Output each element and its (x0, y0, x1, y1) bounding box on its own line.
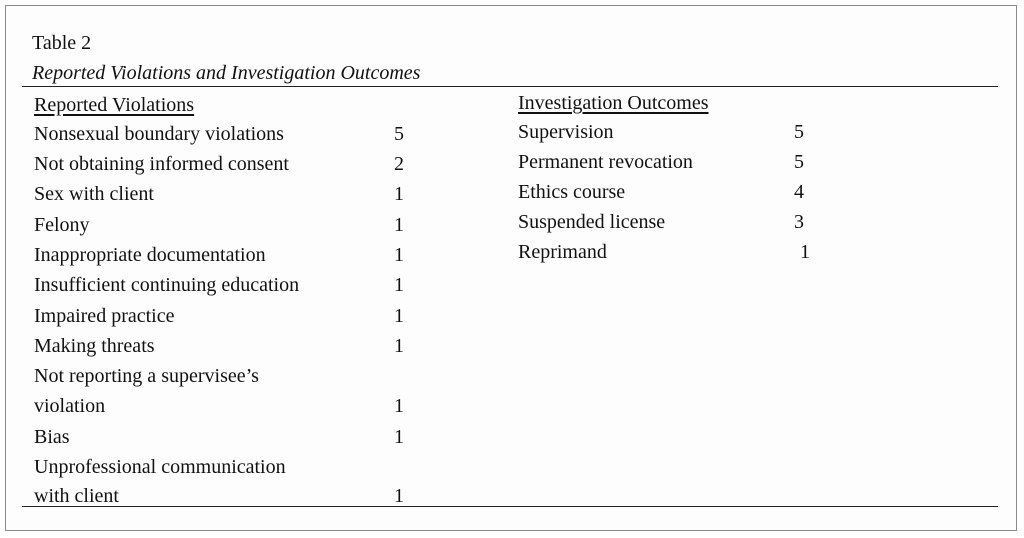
violation-label: Nonsexual boundary violations (34, 123, 284, 145)
violations-header: Reported Violations (34, 94, 195, 116)
violation-label: Unprofessional communication (34, 456, 286, 478)
outcome-count: 5 (794, 151, 804, 173)
violation-label: Not reporting a supervisee’s (34, 365, 259, 387)
violation-count: 1 (394, 335, 404, 357)
violation-count: 5 (394, 123, 404, 145)
violation-count: 1 (394, 244, 404, 266)
table-figure (5, 5, 1017, 531)
violation-count: 1 (394, 274, 404, 296)
violation-label: violation (34, 395, 106, 417)
violation-count: 1 (394, 395, 404, 417)
outcome-label: Supervision (518, 121, 614, 143)
top-rule (22, 86, 998, 87)
violation-label: Felony (34, 214, 90, 236)
violation-label: Sex with client (34, 183, 154, 205)
outcome-count: 5 (794, 121, 804, 143)
violation-count: 2 (394, 153, 404, 175)
violation-count: 1 (394, 485, 404, 507)
outcome-label: Ethics course (518, 181, 626, 203)
outcome-count: 3 (794, 211, 804, 233)
violation-label: Not obtaining informed consent (34, 153, 289, 175)
outcome-label: Reprimand (518, 241, 607, 263)
violation-label: Bias (34, 426, 70, 448)
violation-count: 1 (394, 305, 404, 327)
bottom-rule (22, 506, 998, 507)
violation-count: 1 (394, 214, 404, 236)
outcome-count: 4 (794, 181, 804, 203)
violation-label: Making threats (34, 335, 155, 357)
violation-label: with client (34, 485, 119, 507)
violation-label: Insufficient continuing education (34, 274, 300, 296)
outcomes-header: Investigation Outcomes (518, 92, 709, 114)
outcome-label: Permanent revocation (518, 151, 693, 173)
table-number: Table 2 (32, 32, 92, 54)
violation-count: 1 (394, 183, 404, 205)
outcome-label: Suspended license (518, 211, 666, 233)
violation-label: Inappropriate documentation (34, 244, 266, 266)
outcome-count: 1 (800, 241, 810, 263)
table-title: Reported Violations and Investigation Outcomes (32, 62, 421, 84)
violation-count: 1 (394, 426, 404, 448)
violation-label: Impaired practice (34, 305, 175, 327)
